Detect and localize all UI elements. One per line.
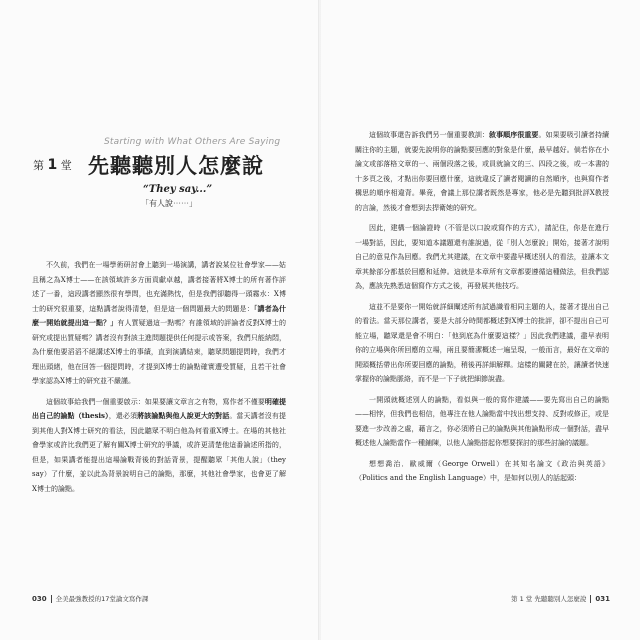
paragraph-text: 不久前，我們在一場學術研討會上聽到一場演講，講者說某位社會學家——姑且稱之為X博士——在該領域許多方面貢獻卓越，講者接著將X博士的所有著作評述了一番，這段講者顯然很有學問，也充滿熱忱，但是我們卻聽得一頭霧水：X博士的研究很重要，這點講者說得清楚，但是這一個問題最大的問題是： <box>32 261 286 313</box>
epigraph-english: “They say...” <box>143 184 213 195</box>
body-paragraph <box>355 457 609 486</box>
emphasized-text: 敘事順序很重要 <box>489 130 539 139</box>
emphasized-text: 明確提出自己的論點（thesis） <box>32 396 287 420</box>
emphasized-text: 將該論點與他人說更大的對話 <box>137 411 230 420</box>
left-body-text <box>32 258 286 496</box>
chapter-english-subtitle: Starting with What Others Are Saying <box>104 137 281 147</box>
chapter-title: 先聽聽別人怎麼說 <box>88 154 264 178</box>
epigraph-chinese: 「有人說⋯⋯」 <box>141 199 197 208</box>
paragraph-text: 一開頭就概述別人的論點，看似與一般的寫作建議——要先寫出自己的論點——相悖，但我們也相信，他專注在他人論點當中找出想支持、反對或修正，或是要進一步改善之處，藉言之，你必須將自己的論點與其他論點形成一個對話，盡早概述他人論點當作一種鋪陳，以他人論點搭起你想要探討的那些討論的議題。 <box>355 395 609 447</box>
paragraph-text: 。當天講者沒有提到其他人對X博士研究的看法，因此聽眾不明白他為何看重X博士。在場的其他社會學家或許比我們更了解有關X博士研究的爭議，或許更清楚他這番論述所指的，但是，如果講者能提出這場論戰背後的對話背景，提醒聽眾「其他人說」（they say）了什麼，並以此為背景說明自己的論點，那麼，其他社會學家，也會更了解X博士的論點。 <box>32 412 287 493</box>
running-head-chapter-prefix: 第 <box>511 595 518 603</box>
left-footer <box>32 594 148 603</box>
right-footer <box>511 594 610 603</box>
book-title-running-head: 全美最強教授的17堂論文寫作課 <box>55 595 149 603</box>
chapter-number: 1 <box>47 157 58 173</box>
chapter-label <box>33 157 72 173</box>
paragraph-text: 這並不是要你一開始就詳細闡述所有試過識看相同主題的人，接著才提出自己的看法。當天那位講者，要是大部分時間都概述對X博士的批評，卻不提出自己可能立場，聽眾還是會不明白：「他到底為什麼要這樣？」因此我們建議，盡早表明你的立場與你所回應的立場，兩且要簡潔概述一遍呈現，一般而言，最好在文章的開頭概括帶出你所要回應的論點，稍後再詳細解釋。這樣的關鍵在於，讓讀者快速掌握你的論點脈絡，而不是一下子就把細節說盡。 <box>355 302 609 383</box>
paragraph-text: 想想喬治．歐威爾（George Orwell）在其知名論文《政治與英語》（Politics and the English Language）中，是如何以別人的話起頭： <box>355 459 609 482</box>
body-paragraph <box>355 393 609 451</box>
chapter-label-suffix: 堂 <box>60 159 72 172</box>
body-paragraph <box>355 221 609 294</box>
body-paragraph <box>32 258 286 389</box>
left-page <box>0 0 319 640</box>
running-head-chapter-title: 先聽聽別人怎麼說 <box>534 595 587 603</box>
running-head-chapter-number: 1 <box>519 595 524 603</box>
chapter-label-prefix: 第 <box>33 159 44 172</box>
paragraph-text: 因此，建構一個論證時（不管是以口說或寫作的方式），請記住，你是在進行一場對話，因此，要知道本議題還有誰說過，從「別人怎麼說」開始，接著才說明自己的意見作為回應。我們尤其建議，在文章中要盡早概述別人的看法，並讓本文章其餘部分都基於回應和延伸。這就是本章所有文章都要遵循這種做法，但我們認為，應該先熟悉這個寫作方式之後，再發展其他技巧。 <box>355 224 609 290</box>
right-page <box>321 0 640 640</box>
body-paragraph <box>32 395 286 497</box>
running-head-chapter-suffix: 堂 <box>525 595 533 603</box>
left-page-number: 030 <box>32 595 47 603</box>
paragraph-text: ，還必須 <box>108 412 138 420</box>
paragraph-text: 。如果要吸引讀者持續關注你的主題，就要先說明你的論點要回應的對象是什麼，最早越好。倘若你在小論文或部落格文章的一、兩個段落之後，或員就論文的三、四段之後，或一本書的十多頁之後，才點出你要回應什麼，這就違反了讀者閱讀的自然順序，也與寫作者構思的順序相違背。畢竟，會議上那位講者既然是專家，他必是先聽到批評X教授的言論，然後才會想到去捍衛她的研究。 <box>355 131 610 212</box>
body-paragraph <box>355 300 609 387</box>
right-body-text <box>355 128 609 486</box>
paragraph-text: 這個故事還告訴我們另一個重要教訓： <box>369 131 490 139</box>
emphasized-text: 「講者為什麼一開始就提出這一點？」 <box>32 303 287 327</box>
paragraph-text: 有人質疑過這一點嗎？有誰領域的評論者反對X博士的研究或提出質疑嗎？講者沒有對該主進問題提供任何提示或答案，我們只能納悶，為什麼他要滔滔不絕講述X博士的事績，直到演講結束，聽眾問題提問時，我們才理出頭緒，他在回答一個提問時，才提到X博士的論點確實遭受質疑，且若干社會學家認為X博士的研究並不嚴謹。 <box>32 319 287 385</box>
paragraph-text: 這個故事給我們一個重要啟示：如果要讓文章言之有物，寫作者不僅要 <box>46 397 265 406</box>
right-page-number: 031 <box>595 595 610 603</box>
body-paragraph <box>355 128 609 215</box>
